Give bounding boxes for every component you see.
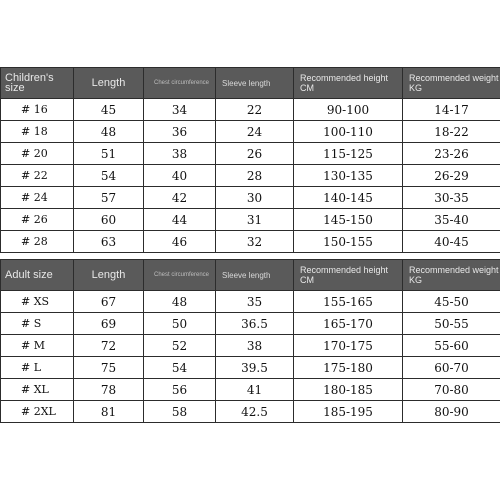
height-cell: 185-195: [294, 401, 403, 423]
adult-size-header: Adult size: [1, 260, 74, 291]
length-cell: 60: [74, 209, 144, 231]
size-cell: # S: [1, 313, 74, 335]
weight-cell: 45-50: [403, 291, 500, 313]
size-cell: # 2XL: [1, 401, 74, 423]
weight-cell: 35-40: [403, 209, 500, 231]
children-height-header: Recommended height CM: [294, 68, 403, 99]
chest-cell: 56: [144, 379, 216, 401]
weight-cell: 14-17: [403, 99, 500, 121]
weight-cell: 26-29: [403, 165, 500, 187]
height-cell: 180-185: [294, 379, 403, 401]
table-row: [1, 209, 500, 231]
table-row: [1, 121, 500, 143]
length-cell: 72: [74, 335, 144, 357]
table-row: [1, 99, 500, 121]
children-sleeve-header: Sleeve length: [216, 68, 294, 99]
sleeve-cell: 38: [216, 335, 294, 357]
chest-cell: 36: [144, 121, 216, 143]
sleeve-cell: 22: [216, 99, 294, 121]
adult-height-header: Recommended height CM: [294, 260, 403, 291]
size-cell: # 16: [1, 99, 74, 121]
adult-table-body: [1, 291, 500, 423]
weight-cell: 50-55: [403, 313, 500, 335]
size-cell: # 26: [1, 209, 74, 231]
chest-cell: 40: [144, 165, 216, 187]
sleeve-cell: 32: [216, 231, 294, 253]
sleeve-cell: 31: [216, 209, 294, 231]
children-weight-header: Recommended weight KG: [403, 68, 500, 99]
weight-cell: 55-60: [403, 335, 500, 357]
table-row: [1, 335, 500, 357]
chest-cell: 44: [144, 209, 216, 231]
size-cell: # 24: [1, 187, 74, 209]
chest-cell: 46: [144, 231, 216, 253]
chest-cell: 42: [144, 187, 216, 209]
weight-cell: 80-90: [403, 401, 500, 423]
height-cell: 115-125: [294, 143, 403, 165]
children-header-row: [1, 68, 500, 99]
height-cell: 175-180: [294, 357, 403, 379]
length-cell: 75: [74, 357, 144, 379]
sleeve-cell: 42.5: [216, 401, 294, 423]
adult-weight-header: Recommended weight KG: [403, 260, 500, 291]
gap-cell: [1, 253, 500, 260]
weight-cell: 18-22: [403, 121, 500, 143]
weight-cell: 70-80: [403, 379, 500, 401]
children-chest-header: Chest circumference: [144, 68, 216, 99]
length-cell: 51: [74, 143, 144, 165]
adult-chest-header: Chest circumference: [144, 260, 216, 291]
table-row: [1, 313, 500, 335]
sleeve-cell: 28: [216, 165, 294, 187]
length-cell: 63: [74, 231, 144, 253]
length-cell: 81: [74, 401, 144, 423]
table-row: [1, 401, 500, 423]
table-row: [1, 187, 500, 209]
weight-cell: 40-45: [403, 231, 500, 253]
size-chart: [0, 67, 500, 423]
height-cell: 155-165: [294, 291, 403, 313]
height-cell: 170-175: [294, 335, 403, 357]
size-cell: # XL: [1, 379, 74, 401]
weight-cell: 60-70: [403, 357, 500, 379]
size-cell: # 18: [1, 121, 74, 143]
children-table-body: [1, 99, 500, 253]
height-cell: 100-110: [294, 121, 403, 143]
table-row: [1, 291, 500, 313]
chest-cell: 58: [144, 401, 216, 423]
sleeve-cell: 24: [216, 121, 294, 143]
height-cell: 130-135: [294, 165, 403, 187]
height-cell: 165-170: [294, 313, 403, 335]
size-cell: # M: [1, 335, 74, 357]
height-cell: 145-150: [294, 209, 403, 231]
height-cell: 150-155: [294, 231, 403, 253]
adult-header-row: [1, 260, 500, 291]
chest-cell: 48: [144, 291, 216, 313]
size-cell: # XS: [1, 291, 74, 313]
length-cell: 69: [74, 313, 144, 335]
length-cell: 48: [74, 121, 144, 143]
sleeve-cell: 39.5: [216, 357, 294, 379]
chest-cell: 38: [144, 143, 216, 165]
size-cell: # L: [1, 357, 74, 379]
table-row: [1, 143, 500, 165]
length-cell: 54: [74, 165, 144, 187]
chest-cell: 52: [144, 335, 216, 357]
sleeve-cell: 30: [216, 187, 294, 209]
children-length-header: Length: [74, 68, 144, 99]
weight-cell: 23-26: [403, 143, 500, 165]
table-row: [1, 379, 500, 401]
sleeve-cell: 41: [216, 379, 294, 401]
size-cell: # 22: [1, 165, 74, 187]
length-cell: 57: [74, 187, 144, 209]
table-row: [1, 165, 500, 187]
table-row: [1, 231, 500, 253]
table-row: [1, 357, 500, 379]
sleeve-cell: 26: [216, 143, 294, 165]
size-table: [0, 67, 500, 423]
size-cell: # 20: [1, 143, 74, 165]
chest-cell: 34: [144, 99, 216, 121]
children-size-header: Children's size: [1, 68, 74, 99]
chest-cell: 50: [144, 313, 216, 335]
length-cell: 67: [74, 291, 144, 313]
sleeve-cell: 35: [216, 291, 294, 313]
length-cell: 78: [74, 379, 144, 401]
height-cell: 140-145: [294, 187, 403, 209]
height-cell: 90-100: [294, 99, 403, 121]
chest-cell: 54: [144, 357, 216, 379]
adult-length-header: Length: [74, 260, 144, 291]
sleeve-cell: 36.5: [216, 313, 294, 335]
length-cell: 45: [74, 99, 144, 121]
adult-sleeve-header: Sleeve length: [216, 260, 294, 291]
section-gap: [1, 253, 500, 260]
weight-cell: 30-35: [403, 187, 500, 209]
size-cell: # 28: [1, 231, 74, 253]
